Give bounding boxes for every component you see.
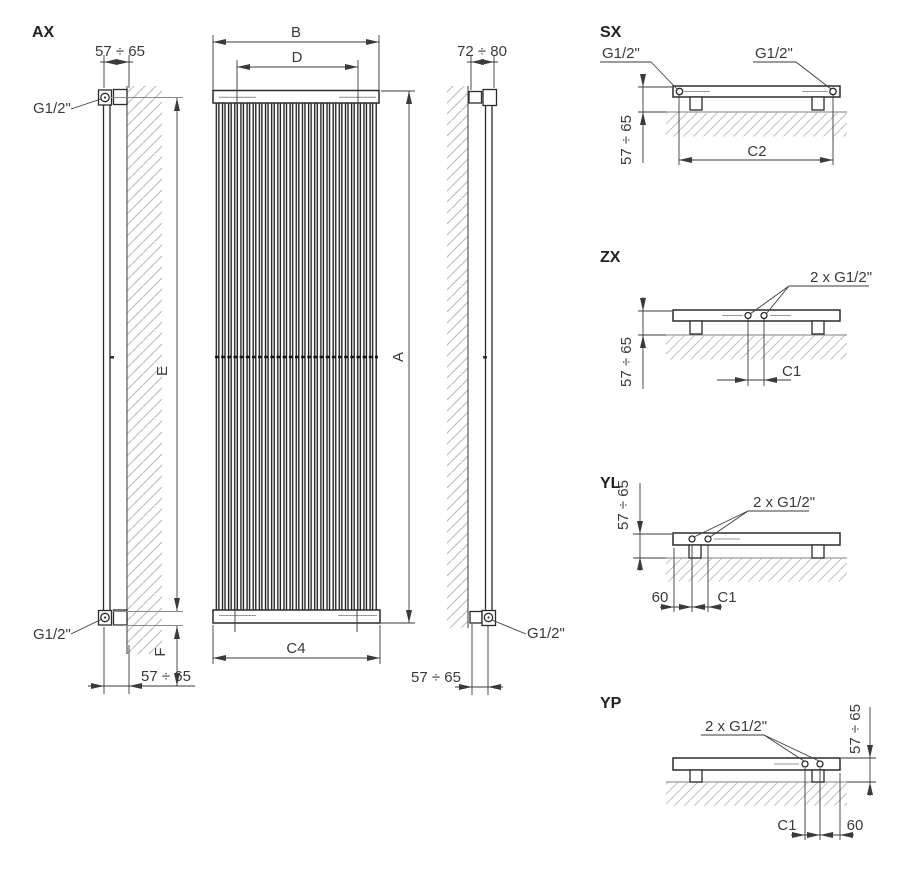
collector-bar: [673, 310, 840, 321]
dim-text-a: A: [390, 351, 407, 363]
detail-zx: [600, 249, 872, 389]
dim-wall: [618, 74, 672, 165]
connector-top-right: [469, 90, 497, 106]
dim-text-c4: C4: [286, 640, 306, 657]
dim-text: 57 ÷ 65: [618, 115, 635, 165]
thread-label: 2 x G1/2": [753, 494, 816, 511]
wall-bracket: [812, 321, 824, 334]
wall-bracket: [689, 545, 701, 558]
tube-mid-marker: [483, 356, 487, 359]
collector-bar: [673, 758, 840, 770]
dim-wall: [618, 297, 672, 389]
dim-text-c2: C2: [747, 143, 767, 160]
dim-text-c1: C1: [782, 363, 802, 380]
tube-mid-marker: [110, 356, 114, 359]
dim-wall: [615, 480, 672, 571]
wall-bracket: [690, 321, 702, 334]
dim-a: [381, 91, 415, 623]
valve-bottom-right: [470, 611, 496, 626]
dim-text-d: D: [291, 49, 303, 66]
wall-bracket: [812, 97, 824, 110]
dim-text: 57 ÷ 65: [141, 668, 191, 685]
dim-text: 57 ÷ 65: [618, 337, 635, 387]
connection-port: [802, 761, 808, 767]
wall-hatch: [666, 113, 847, 137]
side-view-right: [411, 43, 565, 695]
dim-text: 57 ÷ 65: [411, 669, 461, 686]
bottom-collector: [213, 610, 380, 623]
dim-text: 57 ÷ 65: [847, 704, 864, 754]
wall-bracket: [690, 97, 702, 110]
dim-text-e: E: [154, 365, 171, 377]
dim-wall-top-left: [95, 43, 145, 88]
wall-bracket: [690, 770, 702, 782]
view-label-ax: AX: [32, 24, 55, 41]
detail-sx: [600, 24, 847, 165]
dim-text: 57 ÷ 65: [615, 480, 632, 530]
view-label-zx: ZX: [600, 249, 621, 266]
thread-label-bottom-right: G1/2": [527, 625, 565, 642]
dim-text-60: 60: [651, 589, 669, 606]
connection-port: [676, 88, 682, 94]
valve-bottom-left: [99, 610, 128, 625]
thread-label-bottom-left: G1/2": [33, 626, 71, 643]
dim-text-b: B: [290, 24, 302, 41]
dim-text-60: 60: [846, 817, 864, 834]
dim-text-c1: C1: [777, 817, 797, 834]
wall-bracket: [812, 545, 824, 558]
wall-hatch: [666, 336, 847, 360]
thread-label: G1/2": [755, 45, 793, 62]
wall-hatch-right: [447, 86, 468, 628]
dim-text-f: F: [152, 647, 169, 657]
wall-hatch: [666, 559, 847, 582]
dim-wall-bottom-right: [411, 624, 503, 695]
radiator-tube-side: [104, 104, 111, 611]
thread-label: 2 x G1/2": [810, 269, 873, 286]
thread-label: 2 x G1/2": [705, 718, 768, 735]
side-view-left: [32, 24, 195, 694]
thread-label-top-left: G1/2": [33, 100, 71, 117]
view-label-sx: SX: [600, 24, 622, 41]
dim-text: 57 ÷ 65: [95, 43, 145, 60]
front-view: [213, 24, 415, 664]
wall-bracket: [812, 770, 824, 782]
view-label-yp: YP: [600, 695, 622, 712]
detail-yl: [600, 475, 847, 612]
detail-yp: [600, 695, 876, 840]
view-label-yl: YL: [600, 475, 621, 492]
dim-text: 72 ÷ 80: [457, 43, 507, 60]
connection-port: [817, 761, 823, 767]
dim-text-c1: C1: [717, 589, 737, 606]
dim-c4: [213, 625, 380, 664]
thread-label: G1/2": [602, 45, 640, 62]
dim-depth: [457, 43, 507, 90]
